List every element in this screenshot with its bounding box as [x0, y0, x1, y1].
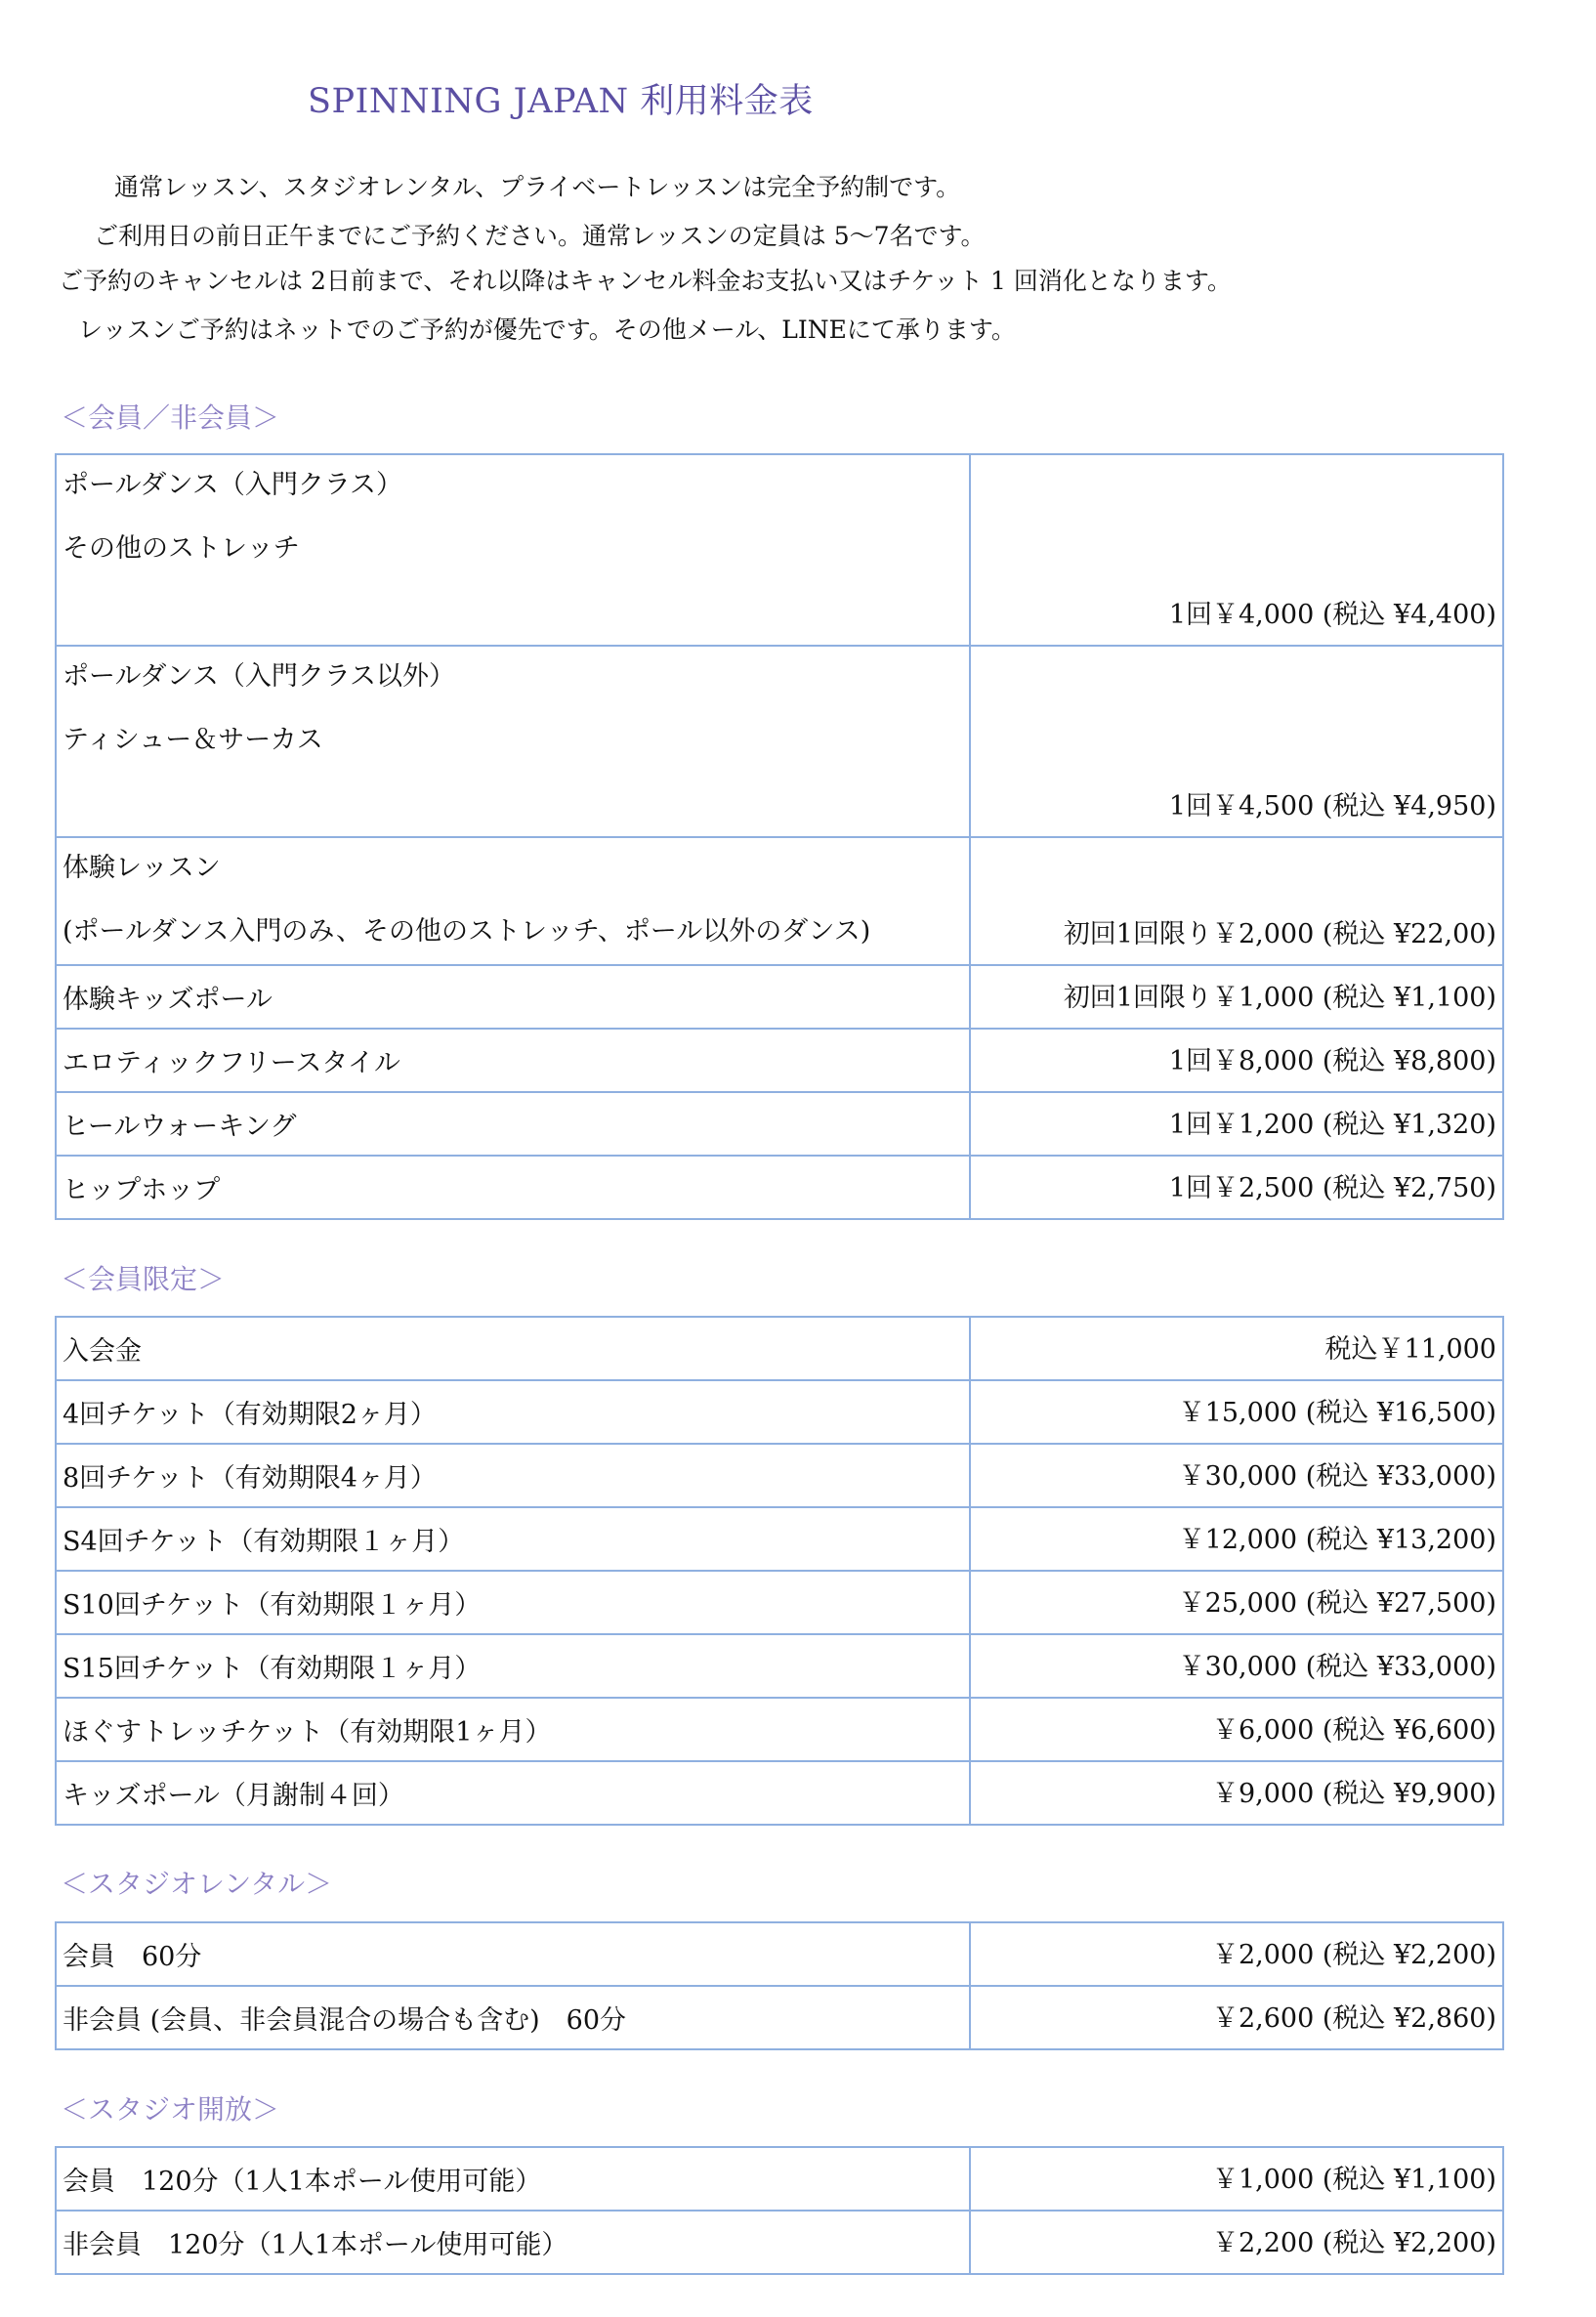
item-cell: ほぐすトレッチケット（有効期限1ヶ月） [56, 1698, 970, 1761]
intro-line: ご利用日の前日正午までにご予約ください。通常レッスンの定員は 5〜7名です。 [94, 222, 986, 250]
table-row [56, 454, 1503, 646]
table-row [56, 837, 1503, 965]
price-cell: ￥12,000 (税込 ¥13,200) [970, 1507, 1503, 1571]
item-name: (ポールダンス入門のみ、その他のストレッチ、ポール以外のダンス) [63, 916, 871, 947]
price-table [55, 453, 1504, 1220]
price-cell: 初回1回限り￥1,000 (税込 ¥1,100) [970, 965, 1503, 1029]
price-cell: ￥2,600 (税込 ¥2,860) [970, 1986, 1503, 2049]
item-cell: 入会金 [56, 1317, 970, 1380]
item-name: その他のストレッチ [63, 533, 300, 564]
page-title: SPINNING JAPAN 利用料金表 [308, 82, 814, 121]
price-cell: ￥9,000 (税込 ¥9,900) [970, 1761, 1503, 1825]
item-cell: 体験キッズポール [56, 965, 970, 1029]
price-cell: 初回1回限り￥2,000 (税込 ¥22,00) [970, 837, 1503, 965]
table-row [56, 1761, 1503, 1825]
price-table [55, 1921, 1504, 2050]
table-row [56, 1317, 1503, 1380]
item-cell: 4回チケット（有効期限2ヶ月） [56, 1380, 970, 1444]
item-cell: 会員 120分（1人1本ポール使用可能） [56, 2147, 970, 2211]
item-cell: エロティックフリースタイル [56, 1029, 970, 1092]
price-cell: 1回￥4,500 (税込 ¥4,950) [970, 646, 1503, 837]
intro-line: 通常レッスン、スタジオレンタル、プライベートレッスンは完全予約制です。 [114, 173, 961, 201]
item-cell: S4回チケット（有効期限１ヶ月） [56, 1507, 970, 1571]
price-cell: ￥30,000 (税込 ¥33,000) [970, 1634, 1503, 1698]
section-heading: ＜会員限定＞ [61, 1263, 226, 1295]
table-row [56, 1698, 1503, 1761]
table-row [56, 965, 1503, 1029]
price-cell: ￥1,000 (税込 ¥1,100) [970, 2147, 1503, 2211]
table-row [56, 1380, 1503, 1444]
table-row [56, 2147, 1503, 2211]
price-cell: ￥15,000 (税込 ¥16,500) [970, 1380, 1503, 1444]
item-cell: S10回チケット（有効期限１ヶ月） [56, 1571, 970, 1634]
price-cell: 1回￥2,500 (税込 ¥2,750) [970, 1156, 1503, 1219]
item-name: ポールダンス（入門クラス以外） [63, 661, 456, 692]
price-cell: ￥30,000 (税込 ¥33,000) [970, 1444, 1503, 1507]
item-cell: 会員 60分 [56, 1922, 970, 1986]
price-cell: 1回￥1,200 (税込 ¥1,320) [970, 1092, 1503, 1156]
price-cell: 1回￥8,000 (税込 ¥8,800) [970, 1029, 1503, 1092]
price-cell: ￥2,200 (税込 ¥2,200) [970, 2211, 1503, 2274]
table-row [56, 1092, 1503, 1156]
price-cell: 税込￥11,000 [970, 1317, 1503, 1380]
item-cell [56, 646, 970, 837]
item-cell: 非会員 120分（1人1本ポール使用可能） [56, 2211, 970, 2274]
item-cell [56, 837, 970, 965]
item-cell: 非会員 (会員、非会員混合の場合も含む) 60分 [56, 1986, 970, 2049]
price-cell: 1回￥4,000 (税込 ¥4,400) [970, 454, 1503, 646]
table-row [56, 646, 1503, 837]
item-cell: キッズポール（月謝制４回） [56, 1761, 970, 1825]
section-heading: ＜会員／非会員＞ [61, 401, 280, 434]
intro-line: レッスンご予約はネットでのご予約が優先です。その他メール、LINEにて承ります。 [78, 316, 1016, 344]
price-cell: ￥6,000 (税込 ¥6,600) [970, 1698, 1503, 1761]
table-row [56, 1634, 1503, 1698]
table-row [56, 2211, 1503, 2274]
item-name: ティシュー＆サーカス [63, 725, 323, 755]
price-table [55, 2146, 1504, 2275]
item-cell: ヒップホップ [56, 1156, 970, 1219]
price-cell: ￥2,000 (税込 ¥2,200) [970, 1922, 1503, 1986]
item-cell: S15回チケット（有効期限１ヶ月） [56, 1634, 970, 1698]
item-cell [56, 454, 970, 646]
price-cell: ￥25,000 (税込 ¥27,500) [970, 1571, 1503, 1634]
table-row [56, 1922, 1503, 1986]
item-name: ポールダンス（入門クラス） [63, 470, 403, 500]
table-row [56, 1156, 1503, 1219]
table-row [56, 1444, 1503, 1507]
intro-line: ご予約のキャンセルは 2日前まで、それ以降はキャンセル料金お支払い又はチケット 1 回消化となります。 [59, 267, 1232, 295]
section-heading: ＜スタジオレンタル＞ [61, 1868, 333, 1900]
item-cell: ヒールウォーキング [56, 1092, 970, 1156]
table-row [56, 1986, 1503, 2049]
table-row [56, 1507, 1503, 1571]
item-cell: 8回チケット（有効期限4ヶ月） [56, 1444, 970, 1507]
table-row [56, 1571, 1503, 1634]
table-row [56, 1029, 1503, 1092]
item-name: 体験レッスン [63, 853, 221, 883]
section-heading: ＜スタジオ開放＞ [61, 2093, 280, 2126]
price-table [55, 1316, 1504, 1826]
